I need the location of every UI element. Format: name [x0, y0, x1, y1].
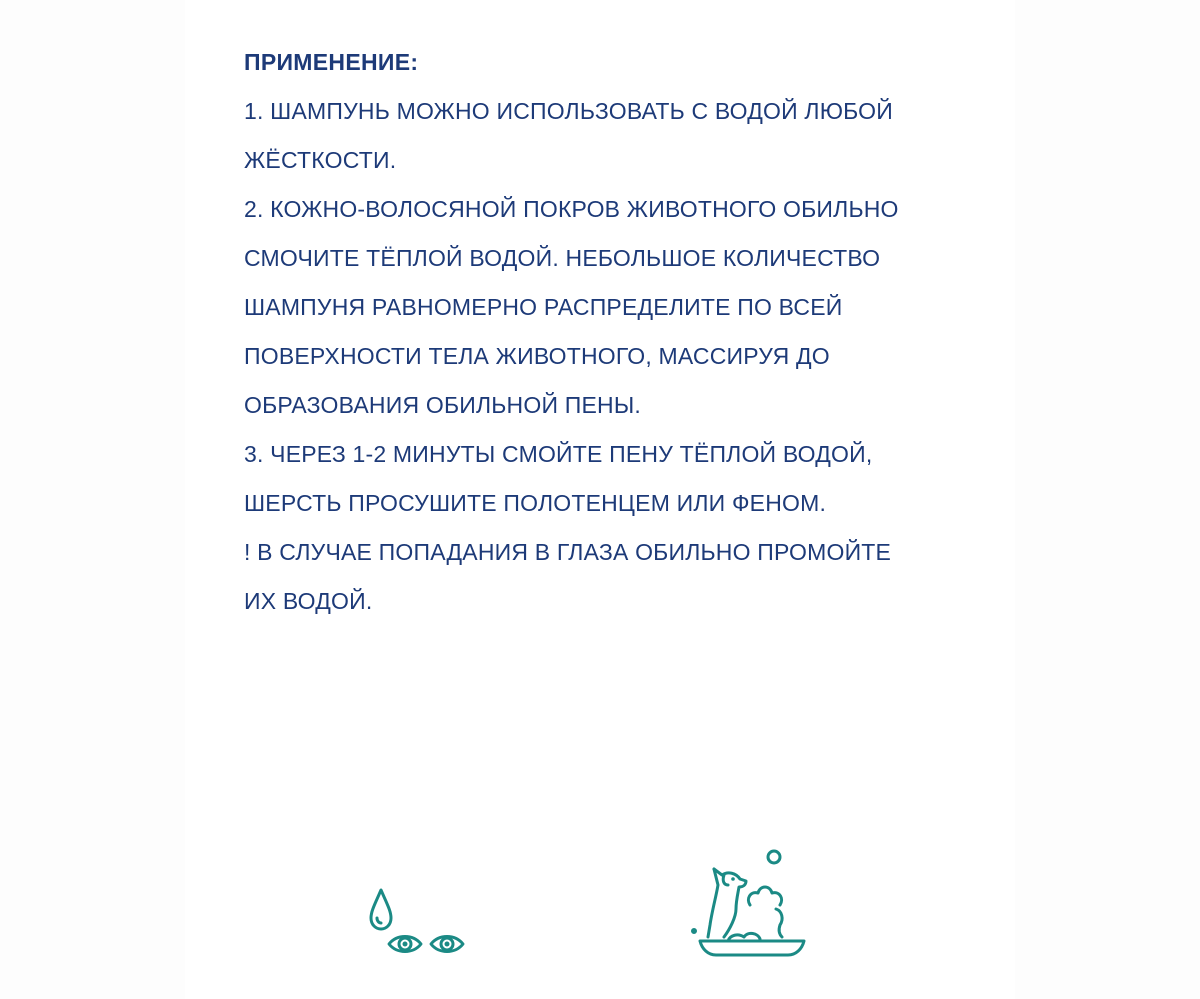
- dog-bath-icon: [688, 845, 814, 965]
- water-drop-eyes-icon: [363, 884, 475, 964]
- instruction-line: ЖЁСТКОСТИ.: [244, 147, 397, 173]
- instructions-block: [244, 38, 964, 626]
- instruction-line: ПОВЕРХНОСТИ ТЕЛА ЖИВОТНОГО, МАССИРУЯ ДО: [244, 343, 830, 369]
- instruction-line: ИХ ВОДОЙ.: [244, 588, 373, 614]
- instruction-line: 2. КОЖНО-ВОЛОСЯНОЙ ПОКРОВ ЖИВОТНОГО ОБИЛЬНО: [244, 196, 899, 222]
- instruction-line: ОБРАЗОВАНИЯ ОБИЛЬНОЙ ПЕНЫ.: [244, 392, 642, 418]
- instruction-line: 3. ЧЕРЕЗ 1-2 МИНУТЫ СМОЙТЕ ПЕНУ ТЁПЛОЙ ВОДОЙ,: [244, 441, 873, 467]
- instruction-line: ! В СЛУЧАЕ ПОПАДАНИЯ В ГЛАЗА ОБИЛЬНО ПРОМОЙТЕ: [244, 539, 892, 565]
- instruction-line: ШЕРСТЬ ПРОСУШИТЕ ПОЛОТЕНЦЕМ ИЛИ ФЕНОМ.: [244, 490, 827, 516]
- instruction-line: 1. ШАМПУНЬ МОЖНО ИСПОЛЬЗОВАТЬ С ВОДОЙ ЛЮБОЙ: [244, 98, 894, 124]
- instruction-line: СМОЧИТЕ ТЁПЛОЙ ВОДОЙ. НЕБОЛЬШОЕ КОЛИЧЕСТВО: [244, 245, 881, 271]
- instructions-heading: ПРИМЕНЕНИЕ:: [244, 49, 419, 75]
- instruction-line: ШАМПУНЯ РАВНОМЕРНО РАСПРЕДЕЛИТЕ ПО ВСЕЙ: [244, 294, 843, 320]
